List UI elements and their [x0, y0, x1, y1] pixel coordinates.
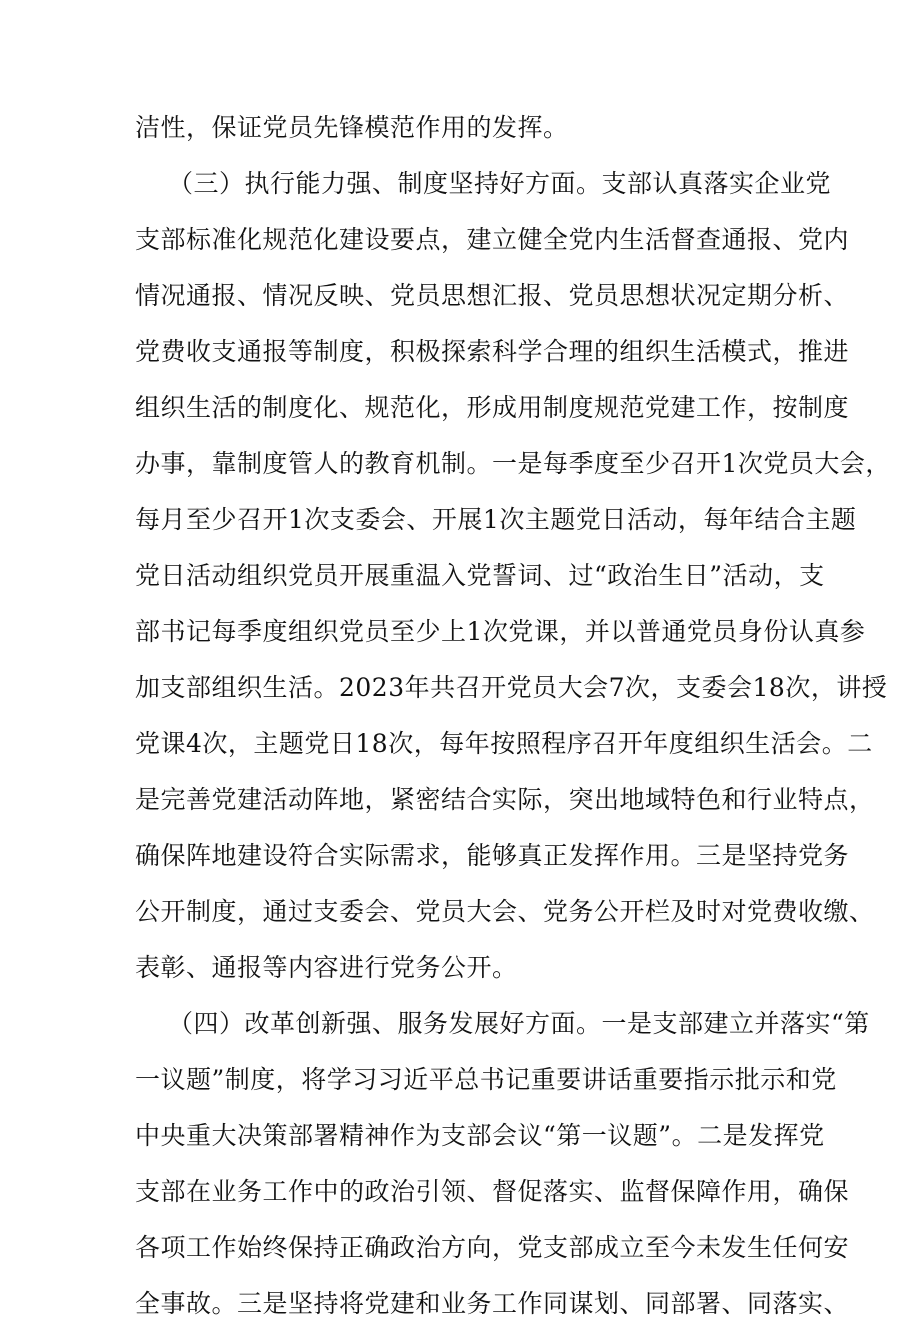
- text-line: 确保阵地建设符合实际需求，能够真正发挥作用。三是坚持党务: [135, 841, 850, 870]
- text-line: 公开制度，通过支委会、党员大会、党务公开栏及时对党费收缴、: [135, 897, 875, 926]
- text-line: 部书记每季度组织党员至少上1次党课，并以普通党员身份认真参: [135, 617, 866, 646]
- text-line: 支部在业务工作中的政治引领、督促落实、监督保障作用，确保: [135, 1177, 850, 1206]
- text-line: 洁性，保证党员先锋模范作用的发挥。: [135, 113, 569, 142]
- text-line: 情况通报、情况反映、党员思想汇报、党员思想状况定期分析、: [135, 281, 850, 310]
- text-line: 党费收支通报等制度，积极探索科学合理的组织生活模式，推进: [135, 337, 850, 366]
- text-line: 一议题”制度，将学习习近平总书记重要讲话重要指示批示和党: [135, 1065, 837, 1094]
- text-line: 党课4次，主题党日18次，每年按照程序召开年度组织生活会。二: [135, 729, 873, 758]
- text-line: 办事，靠制度管人的教育机制。一是每季度至少召开1次党员大会，: [135, 449, 891, 478]
- text-line: 每月至少召开1次支委会、开展1次主题党日活动，每年结合主题: [135, 505, 857, 534]
- text-line: （三）执行能力强、制度坚持好方面。支部认真落实企业党: [168, 169, 832, 198]
- text-line: （四）改革创新强、服务发展好方面。一是支部建立并落实“第: [168, 1009, 870, 1038]
- text-line: 是完善党建活动阵地，紧密结合实际，突出地域特色和行业特点，: [135, 785, 875, 814]
- text-line: 各项工作始终保持正确政治方向，党支部成立至今未发生任何安: [135, 1233, 850, 1262]
- text-line: 组织生活的制度化、规范化，形成用制度规范党建工作，按制度: [135, 393, 850, 422]
- text-line: 支部标准化规范化建设要点，建立健全党内生活督查通报、党内: [135, 225, 850, 254]
- text-line: 全事故。三是坚持将党建和业务工作同谋划、同部署、同落实、: [135, 1289, 850, 1318]
- text-line: 中央重大决策部署精神作为支部会议“第一议题”。二是发挥党: [135, 1121, 825, 1150]
- text-line: 加支部组织生活。2023年共召开党员大会7次，支委会18次，讲授: [135, 673, 888, 702]
- text-line: 党日活动组织党员开展重温入党誓词、过“政治生日”活动，支: [135, 561, 825, 590]
- body-text: [135, 100, 891, 1332]
- text-line: 表彰、通报等内容进行党务公开。: [135, 953, 518, 982]
